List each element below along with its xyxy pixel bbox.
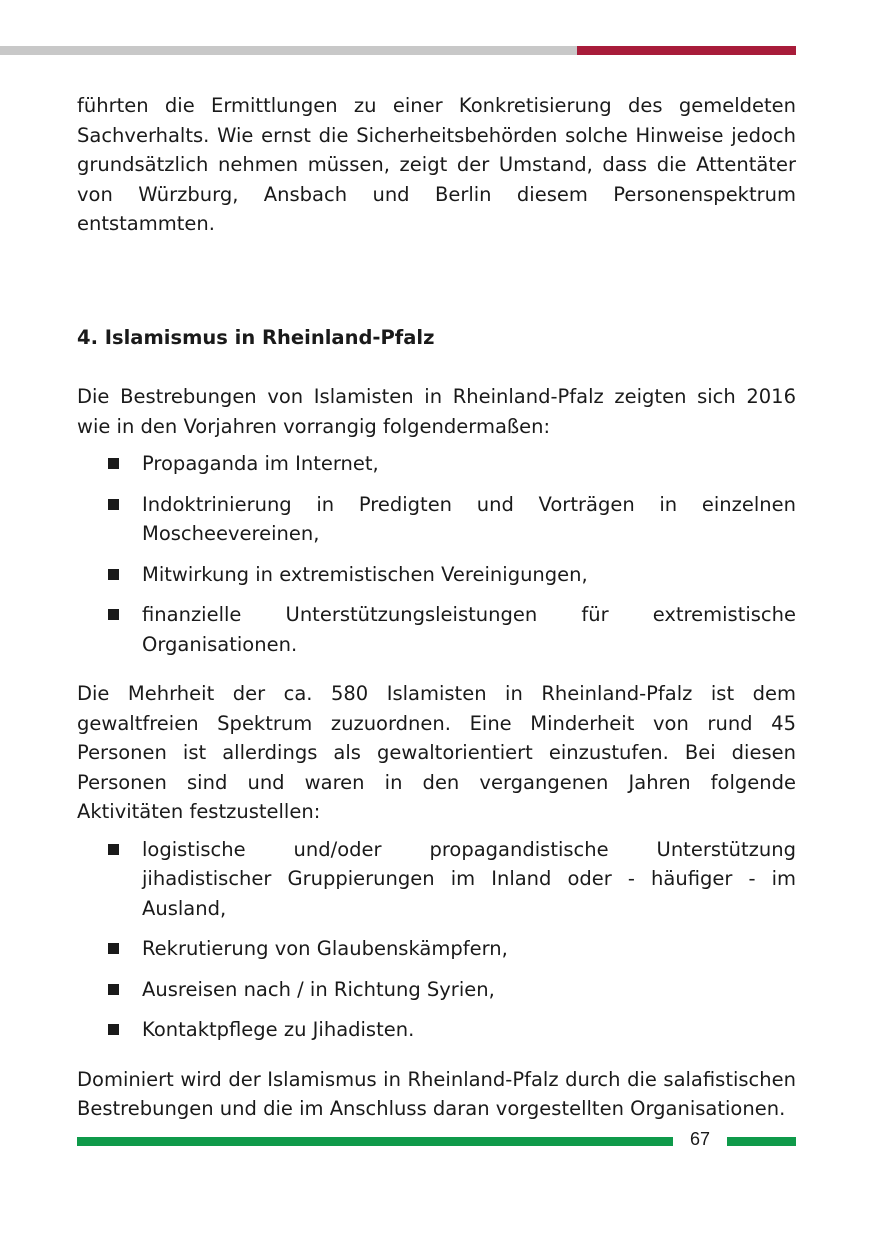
list-item-text: Ausreisen nach / in Richtung Syrien, bbox=[142, 977, 495, 1001]
square-bullet-icon bbox=[108, 1024, 119, 1035]
square-bullet-icon bbox=[108, 943, 119, 954]
list-item bbox=[77, 600, 796, 659]
list-item-text: finanzielle Unterstützungsleistungen für extremistische Organisationen. bbox=[142, 603, 796, 656]
bullet-list-violent-activities bbox=[77, 835, 796, 1045]
list-item bbox=[77, 835, 796, 924]
list-item-text: Rekrutierung von Glaubenskämpfern, bbox=[142, 937, 508, 960]
list-item-text: Kontaktpflege zu Jihadisten. bbox=[142, 1018, 415, 1041]
footer-rule-left bbox=[77, 1137, 673, 1146]
list-item-text: Mitwirkung in extremistischen Vereinigungen, bbox=[142, 562, 588, 586]
list-item bbox=[77, 1015, 796, 1045]
list-item bbox=[77, 490, 796, 549]
header-rule-gray bbox=[0, 46, 577, 55]
header-rule-accent bbox=[577, 46, 796, 55]
square-bullet-icon bbox=[108, 984, 119, 995]
section-heading: 4. Islamismus in Rheinland-Pfalz bbox=[77, 325, 435, 349]
section-paragraph-2: Die Mehrheit der ca. 580 Islamisten in Rheinland-Pfalz ist dem gewaltfreien Spektrum zuzuordnen. Eine Minderheit von rund 45 Personen ist allerdings als gewaltorientiert einzustufen. Bei diesen Personen sind und waren in den vergangenen Jahren folgende Aktivitäten festzustellen: bbox=[77, 682, 796, 823]
square-bullet-icon bbox=[108, 844, 119, 855]
square-bullet-icon bbox=[108, 458, 119, 469]
section-paragraph-1: Die Bestrebungen von Islamisten in Rheinland-Pfalz zeigten sich 2016 wie in den Vorjahren vorrangig folgendermaßen: bbox=[77, 385, 796, 438]
list-item-text: logistische und/oder propagandistische Unterstützung jihadistischer Gruppierungen im Inland oder - häufiger - im Ausland, bbox=[142, 837, 796, 920]
list-item bbox=[77, 449, 796, 479]
list-item bbox=[77, 560, 796, 590]
intro-paragraph: führten die Ermittlungen zu einer Konkretisierung des gemeldeten Sachverhalts. Wie ernst die Sicherheitsbehörden solche Hinweise jedoch grundsätzlich nehmen müssen, zeigt der Umstand, dass die Attentäter von Würzburg, Ansbach und Berlin diesem Personenspektrum entstammten. bbox=[77, 94, 796, 235]
square-bullet-icon bbox=[108, 609, 119, 620]
page-number: 67 bbox=[689, 1129, 711, 1149]
list-item-text: Propaganda im Internet, bbox=[142, 452, 379, 475]
list-item bbox=[77, 934, 796, 964]
bullet-list-activities bbox=[77, 449, 796, 659]
page-content bbox=[77, 91, 796, 1124]
section-paragraph-3: Dominiert wird der Islamismus in Rheinland-Pfalz durch die salafistischen Bestrebungen und die im Anschluss daran vorgestellten Organisationen. bbox=[77, 1067, 796, 1120]
square-bullet-icon bbox=[108, 569, 119, 580]
list-item bbox=[77, 975, 796, 1005]
square-bullet-icon bbox=[108, 499, 119, 510]
footer-rule-right bbox=[727, 1137, 796, 1146]
list-item-text: Indoktrinierung in Predigten und Vorträgen in einzelnen Moscheevereinen, bbox=[142, 492, 796, 545]
